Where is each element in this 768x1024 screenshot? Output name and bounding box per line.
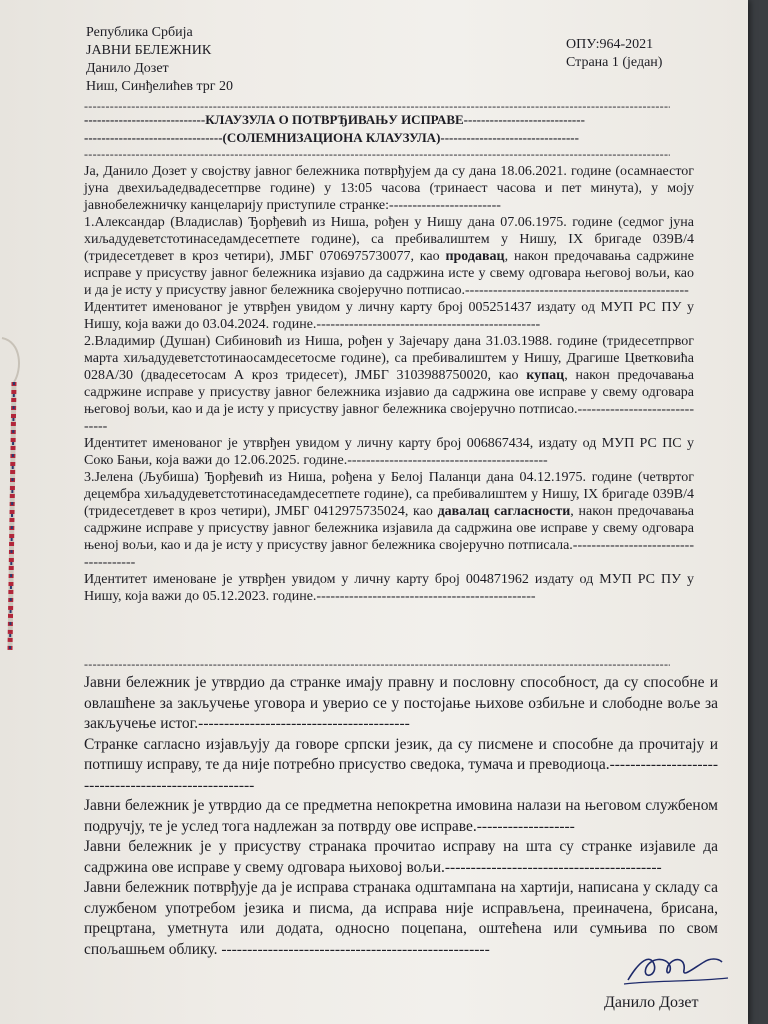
party-2-role: купац: [526, 368, 565, 383]
notary-statements: [84, 673, 718, 960]
party-1-text: 1.Александар (Владислав) Ђорђевић из Ниша, рођен у Нишу дана 07.06.1975. године (седмог јуна хиљадудеветстотинаседамдесетпете године), са пребивалиштем у Нишу, IX бригаде 039В/4 (тридесетдевет в кроз четири), ЈМБГ 0706975730077, као: [84, 215, 694, 264]
clause-subtitle: --------------------------------(СОЛЕМНИЗАЦИОНА КЛАУЗУЛА)--------------------------------: [84, 130, 579, 145]
header-line: ЈАВНИ БЕЛЕЖНИК: [86, 43, 212, 58]
statement-paragraph: Странке сагласно изјављују да говоре српски језик, да су писмене и способне да прочитају и потпишу исправу, те да није потребно присуство сведока, тумача и преводиоца.------------------------------------------------------: [84, 735, 718, 794]
reference-number: ОПУ:964-2021: [566, 37, 654, 52]
party-1-identity: Идентитет именованог је утврђен увидом у личну карту број 005251437 издату од МУП РС ПУ у Нишу, која важи до 03.04.2024. године.------------------------------------------------: [84, 300, 694, 332]
party-3: [84, 469, 694, 571]
header-line: Данило Дозет: [86, 61, 169, 76]
party-2-identity: Идентитет именованог је утврђен увидом у личну карту број 006867434, издату од МУП РС ПС у Соко Бањи, која важи до 12.06.2025. године.-------------------------------------------: [84, 436, 694, 468]
parties-section: [84, 163, 694, 605]
party-2-text: 2.Владимир (Душан) Сибиновић из Ниша, рођен у Зајечару дана 31.03.1988. године (тридесетпрвог марта хиљадудеветстотинаосамдесетосме године), са пребивалиштем у Нишу, Драгише Цветковића 028А/30 (двадесетосам А кроз тридесет), ЈМБГ 3103988750020, као: [84, 334, 694, 383]
header-line: Ниш, Синђелићев трг 20: [86, 79, 234, 94]
signatory-name: Данило Дозет: [604, 994, 699, 1011]
statement-paragraph: Јавни бележник потврђује да је исправа странака одштампана на хартији, написана у складу са службеном употребом језика и писма, да исправа није исправљена, преиначена, брисана, прецртана, уметнута или додата, односно поцепана, оштећена или сумњива по свом спољашњем облику. ----------------------------------------------------: [84, 879, 718, 958]
page-number: Страна 1 (један): [566, 55, 663, 70]
party-1: [84, 214, 694, 299]
reference-block: [566, 36, 662, 72]
party-1-role: продавац: [445, 249, 505, 264]
party-2-text-cont: , након предочавања садржине исправе у присуству јавног бележника изјавио да садржина ове исправе у свему одговара његовој вољи, као и да је исту у присуству јавног бележника својеручно потписао.------------------------------: [84, 368, 694, 434]
clause-title: ----------------------------КЛАУЗУЛА О ПОТВРЂИВАЊУ ИСПРАВЕ----------------------------: [84, 112, 585, 127]
party-3-identity: Идентитет именоване је утврђен увидом у личну карту број 004871962 издату од МУП РС ПУ у Нишу, која важи до 05.12.2023. године.-----------------------------------------------: [84, 572, 694, 604]
notary-header: [86, 24, 233, 96]
party-1-text-cont: , након предочавања садржине исправе у присуству јавног бележника изјавио да садржина исте у свему одговара његовој вољи, као и да је исту у присуству јавног бележника својеручно потписао.------------------------------------------------: [84, 249, 695, 298]
party-3-text-cont: , након предочавања садржине исправе у присуству јавног бележника изјавила да садржина ове исправе у свему одговара њеној вољи, као и да је исту у присуству јавног бележника својеручно потписала.-------------------------------------: [84, 504, 695, 570]
divider: [84, 658, 670, 670]
divider: [84, 100, 670, 112]
statement-paragraph: Јавни бележник је утврдио да странке имају правну и пословну способност, да су способне и овлашћене за закључење уговора и уверио се у постојање њихове озбиљне и слободне воље за закључење истог.-----------------------------------------: [84, 674, 718, 732]
intro-paragraph: Ја, Данило Дозет у својству јавног бележника потврђујем да су дана 18.06.2021. године (осамнаестог јуна двехиљадедвадесетпрве године) у 13:05 часова (тринаест часова и пет минута), у мoју јавнобележничку канцеларију приступиле странке:------------------------: [84, 164, 694, 213]
statement-paragraph: Јавни бележник је утврдио да се предметна непокретна имовина налази на његовом службеном подручју, те је услед тога надлежан за потврду ове исправе.-------------------: [84, 797, 718, 835]
handwritten-signature: [620, 950, 730, 990]
party-2: [84, 333, 694, 435]
party-3-text: 3.Јелена (Љубиша) Ђорђевић из Ниша, рођена у Белој Паланци дана 04.12.1975. године (четвртог децембра хиљадудеветстотинаседамдесетпете године), са пребивалиштем у Нишу, IX бригаде 039В/4 (тридесетдевет в кроз четири), ЈМБГ 0412975735024, као: [84, 470, 694, 519]
party-3-role: давалац сагласности: [437, 504, 571, 519]
divider: [84, 148, 670, 160]
statement-paragraph: Јавни бележник је у присуству странака прочитао исправу на шта су странке изјавиле да садржина ове исправе у свему одговара њиховој вољи.------------------------------------------: [84, 838, 718, 876]
binding-string: [0, 330, 24, 670]
header-line: Република Србија: [86, 25, 193, 40]
